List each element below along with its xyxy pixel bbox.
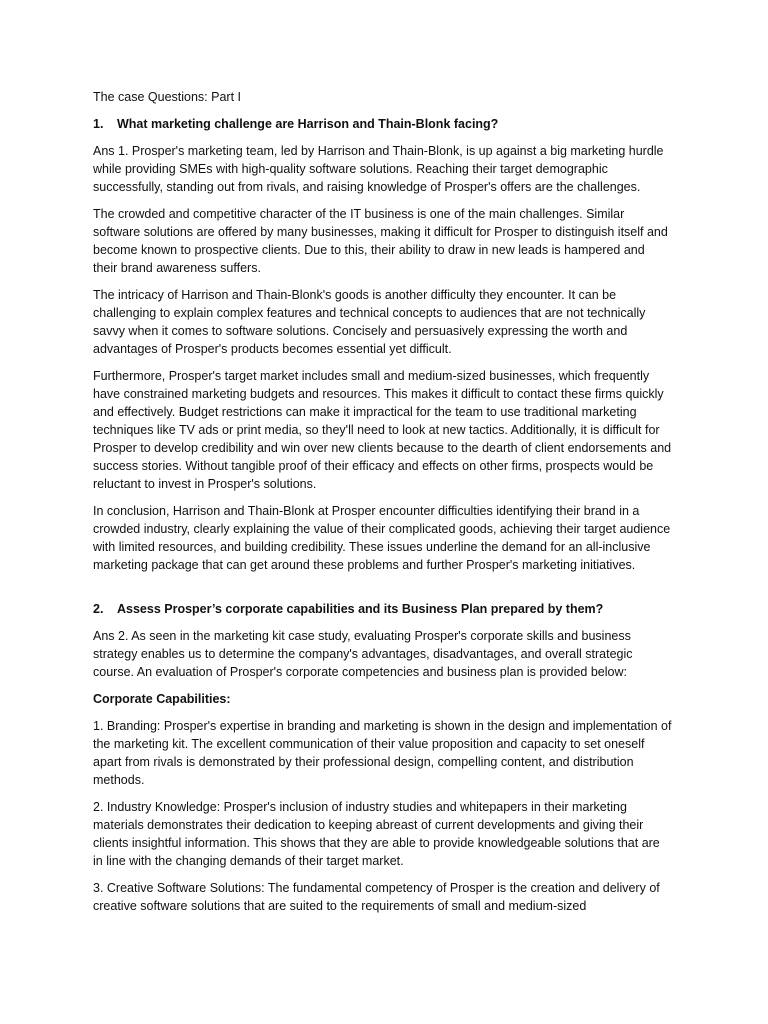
answer-1-paragraph: Ans 1. Prosper's marketing team, led by Harrison and Thain-Blonk, is up against a big marketing hurdle while providing SMEs with high-quality software solutions. Reaching their target demographic successfully, standing out from rivals, and raising knowledge of Prosper's offers are the challenges. [93, 144, 664, 194]
answer-1-paragraph: The intricacy of Harrison and Thain-Blonk's goods is another difficulty they encounter. It can be challenging to explain complex features and technical concepts to audiences that are not technically savvy when it comes to software solutions. Concisely and persuasively expressing the worth and advantages of Prosper's products becomes essential yet difficult. [93, 288, 646, 356]
capability-item: 2. Industry Knowledge: Prosper's inclusion of industry studies and whitepapers in their marketing materials demonstrates their dedication to keeping abreast of current developments and giving their clients insightful information. This shows that they are able to provide knowledgeable solutions that are in line with the changing demands of their target market. [93, 800, 660, 868]
answer-1-paragraph: The crowded and competitive character of the IT business is one of the main challenges. Similar software solutions are offered by many businesses, making it difficult for Prosper to distinguish itself and become known to prospective clients. Due to this, their ability to draw in new leads is hampered and their brand awareness suffers. [93, 207, 668, 275]
answer-1-paragraph: In conclusion, Harrison and Thain-Blonk at Prosper encounter difficulties identifying their brand in a crowded industry, clearly explaining the value of their complicated goods, achieving their target audience with limited resources, and building credibility. These issues underline the demand for an all-inclusive marketing package that can get around these problems and further Prosper's marketing initiatives. [93, 504, 671, 572]
corporate-capabilities-heading: Corporate Capabilities: [93, 692, 231, 706]
question-1 [93, 115, 672, 133]
question-2-text: Assess Prosper’s corporate capabilities and its Business Plan prepared by them? [117, 602, 604, 616]
answer-1-paragraph: Furthermore, Prosper's target market includes small and medium-sized businesses, which frequently have constrained marketing budgets and resources. This makes it difficult to contact these firms quickly and effectively. Budget restrictions can make it impractical for the team to use traditional marketing techniques like TV ads or print media, so they'll need to look at new tactics. Additionally, it is difficult for Prosper to develop credibility and win over new clients because to the dearth of client endorsements and success stories. Without tangible proof of their efficacy and effects on other firms, prospects would be reluctant to invest in Prosper's solutions. [93, 369, 672, 491]
capability-item: 1. Branding: Prosper's expertise in branding and marketing is shown in the design and implementation of the marketing kit. The excellent communication of their value proposition and capacity to set oneself apart from rivals is demonstrated by their professional design, compelling content, and distribution methods. [93, 719, 672, 787]
capability-item: 3. Creative Software Solutions: The fundamental competency of Prosper is the creation and delivery of creative software solutions that are suited to the requirements of small and medium-sized [93, 881, 660, 913]
question-2-number: 2. [93, 602, 104, 616]
answer-2-intro: Ans 2. As seen in the marketing kit case study, evaluating Prosper's corporate skills and business strategy enables us to determine the company's advantages, disadvantages, and overall strategic course. An evaluation of Prosper's corporate competencies and business plan is provided below: [93, 629, 633, 679]
question-1-number: 1. [93, 117, 104, 131]
question-2 [93, 600, 672, 618]
question-1-text: What marketing challenge are Harrison and Thain-Blonk facing? [117, 117, 499, 131]
document-title: The case Questions: Part I [93, 90, 241, 104]
